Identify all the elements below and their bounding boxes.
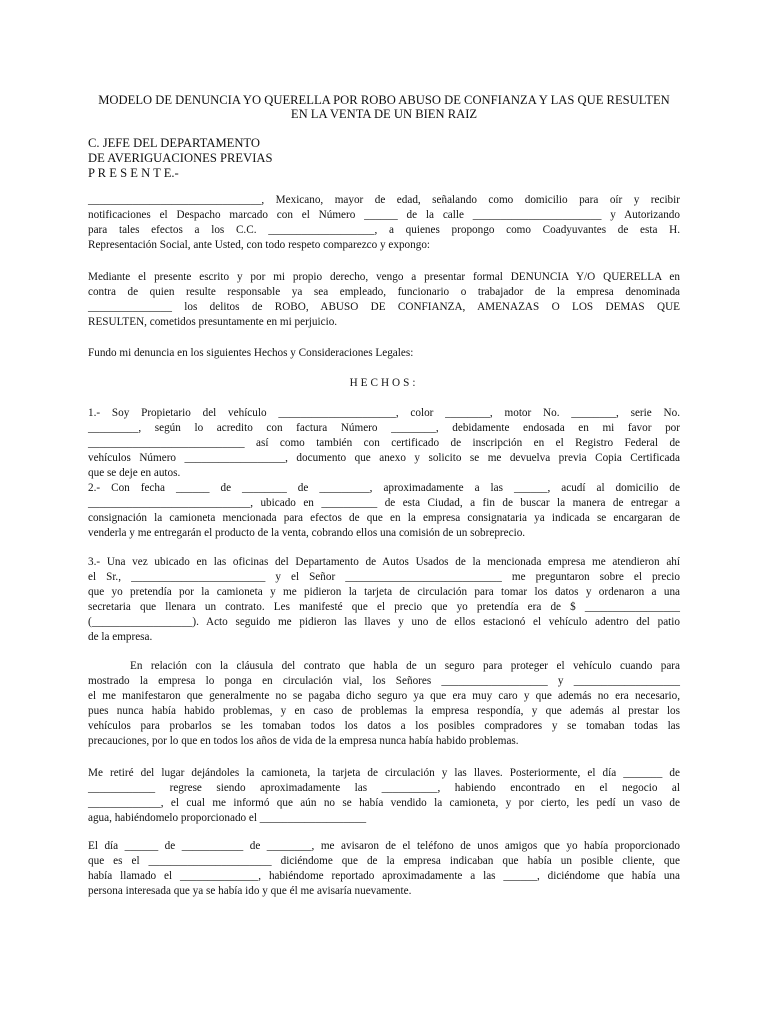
hecho-3-line: 3.- Una vez ubicado en las oficinas del Departamento de Autos Usados de la mencionada empresa me atendieron ahí — [88, 556, 680, 568]
intro-line: para tales efectos a los C.C. ___________________, a quienes propongo como Coadyuvantes de esta H. — [88, 224, 680, 236]
dia-line: que es el ______________________ diciéndome que de la empresa indicaban que había un posible cliente, que — [88, 855, 680, 867]
addressee-block — [88, 136, 273, 181]
relacion-line: pues nunca había habido problemas, y en caso de problemas la empresa respondía, y que además al prestar los — [88, 705, 680, 717]
denuncia-line: _______________ los delitos de ROBO, ABUSO DE CONFIANZA, AMENAZAS O LOS DEMAS QUE — [88, 301, 680, 313]
hecho-1-line: 1.- Soy Propietario del vehículo _____________________, color ________, motor No. ________, serie No. — [88, 407, 680, 419]
relacion-line: precauciones, por lo que en todos los años de vida de la empresa nunca había habido problemas. — [88, 735, 519, 747]
fundo-line: Fundo mi denuncia en los siguientes Hechos y Consideraciones Legales: — [88, 347, 414, 359]
intro-line: Representación Social, ante Usted, con todo respeto comparezco y expongo: — [88, 239, 431, 251]
hecho-2-line: _____________________________, ubicado en __________ de esta Ciudad, a fin de buscar la manera de entregar a — [88, 497, 680, 509]
intro-line: notificaciones el Despacho marcado con el Número ______ de la calle _______________________ y Autorizando — [88, 209, 680, 221]
retire-line: agua, habiéndomelo proporcionado el ___________________ — [88, 812, 367, 824]
denuncia-paragraph — [88, 270, 680, 330]
intro-paragraph — [88, 193, 680, 253]
document-title — [60, 93, 708, 121]
denuncia-line: RESULTEN, cometidos presuntamente en mi perjuicio. — [88, 316, 338, 328]
relacion-line: el me manifestaron que generalmente no se pagaba dicho seguro ya que era muy caro y que además no era necesario, — [88, 690, 680, 702]
relacion-line: mostrado la empresa lo ponga en circulación vial, los Señores ___________________ y ___________________ — [88, 675, 680, 687]
addressee-line: C. JEFE DEL DEPARTAMENTO — [88, 136, 260, 150]
hecho-1-line: _________, según lo acredito con factura Número ________, debidamente endosada en mi favor por — [88, 422, 680, 434]
hecho-2-line: venderla y me entregarán el producto de la venta, cobrando ellos una comisión de un sobreprecio. — [88, 527, 526, 539]
retire-line: _____________, el cual me informó que aún no se había vendido la camioneta, y por cierto, les pedí un vaso de — [88, 797, 680, 809]
retire-line: Me retiré del lugar dejándoles la camioneta, la tarjeta de circulación y las llaves. Posteriormente, el día _______ de — [88, 767, 680, 779]
hechos-heading: HECHOS: — [349, 377, 419, 389]
hecho-3-paragraph — [88, 555, 680, 645]
hecho-2-line: 2.- Con fecha ______ de ________ de _________, aproximadamente a las ______, acudí al domicilio de — [88, 482, 680, 494]
intro-line: _______________________________, Mexicano, mayor de edad, señalando como domicilio para oír y recibir — [88, 194, 680, 206]
denuncia-line: contra de quien resulte responsable ya sea empleado, funcionario o trabajador de la empresa denominada — [88, 286, 680, 298]
dia-line: persona interesada que ya se había ido y que él me avisaría nuevamente. — [88, 885, 412, 897]
addressee-line: P R E S E N T E.- — [88, 166, 179, 180]
title-line: EN LA VENTA DE UN BIEN RAIZ — [290, 107, 478, 121]
title-line: MODELO DE DENUNCIA YO QUERELLA POR ROBO ABUSO DE CONFIANZA Y LAS QUE RESULTEN — [98, 93, 670, 107]
retire-line: ____________ regrese siendo aproximadamente las __________, habiendo encontrado en el negocio al — [88, 782, 680, 794]
hecho-3-line: (__________________). Acto seguido me pidieron las llaves y uno de ellos estacionó el vehículo adentro del patio — [88, 616, 680, 628]
denuncia-line: Mediante el presente escrito y por mi propio derecho, vengo a presentar formal DENUNCIA Y/O QUERELLA en — [88, 271, 680, 283]
hecho-3-line: que yo pretendía por la camioneta y me pidieron la tarjeta de circulación para tomar los datos y ordenaron a una — [88, 586, 680, 598]
addressee-line: DE AVERIGUACIONES PREVIAS — [88, 151, 273, 165]
hecho-1-line: ____________________________ así como también con certificado de inscripción en el Registro Federal de — [88, 437, 680, 449]
dia-paragraph — [88, 839, 680, 899]
retire-paragraph — [88, 766, 680, 826]
relacion-paragraph — [88, 659, 680, 749]
hecho-2-paragraph — [88, 481, 680, 541]
relacion-line: vehículos para probarlos se les tomaban todos los datos a los posibles compradores y se tomaban todas las — [88, 720, 680, 732]
relacion-line: En relación con la cláusula del contrato que habla de un seguro para proteger el vehículo cuando para — [130, 660, 680, 672]
hecho-3-line: de la empresa. — [88, 631, 153, 643]
hecho-1-line: que se deje en autos. — [88, 467, 181, 479]
dia-line: había llamado el ______________, habiéndome reportado aproximadamente a las ______, diciéndome que había una — [88, 870, 680, 882]
hecho-3-line: el Sr., ________________________ y el Señor ____________________________ me preguntaron sobre el precio — [88, 571, 680, 583]
hecho-1-line: vehículos Número __________________, documento que anexo y solicito se me devuelva previa Copia Certificada — [88, 452, 680, 464]
dia-line: El día ______ de ___________ de ________, me avisaron de el teléfono de unos amigos que yo había proporcionado — [88, 840, 680, 852]
hecho-3-line: secretaria que llenara un contrato. Les manifesté que el precio que yo pretendía era de $ _________________ — [88, 601, 680, 613]
hecho-1-paragraph — [88, 406, 680, 481]
hecho-2-line: consignación la camioneta mencionada para efectos de que en la empresa consignataria ya indicada se encargaran de — [88, 512, 680, 524]
